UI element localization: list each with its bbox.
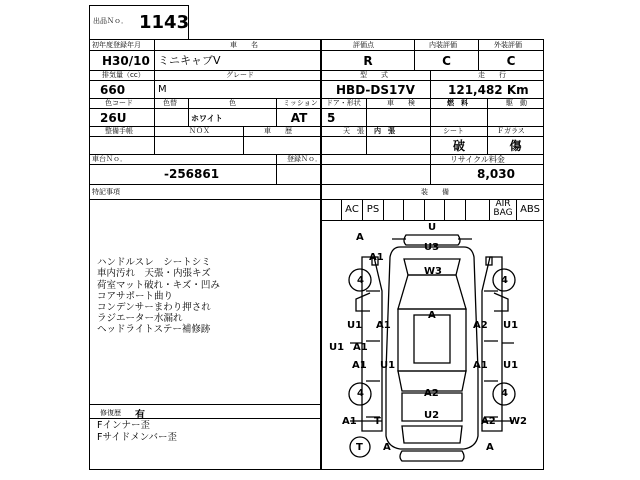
displacement-label: 排気量（cc） [102,71,145,79]
remark-line: 荷室マット破れ・キズ・凹み [97,280,220,291]
damage-code: A2 [424,388,439,399]
grade-label: グレード [226,71,254,79]
remark-line: ラジエーター水漏れ [97,313,183,324]
front-glass-label: Ｆガラス [497,127,525,135]
first-registration-label: 初年度登録年月 [92,41,141,49]
inspection-label: 車 検 [387,99,415,107]
fuel-label: 燃 料 [447,99,468,107]
remark-line: ヘッドライトステー補修跡 [97,324,211,335]
damage-code: 4 [501,388,508,399]
damage-code: A [356,232,364,243]
damage-code: A2 [481,416,496,427]
exterior-score-value: C [506,54,516,68]
recycle-fee-label: リサイクル料金 [450,155,505,164]
damage-code: 4 [357,275,364,286]
remark-line: ハンドルスレ シートシミ [97,257,211,268]
damage-code: W2 [509,416,527,427]
grade-value: M [158,84,167,95]
mission-label: ミッション [283,99,318,107]
damage-code: U1 [503,360,519,371]
rear-bumper [400,451,464,461]
mileage-value: 121,482 Km [448,83,529,97]
registration-number-label: 登録Ｎｏ． [287,155,322,163]
damage-code: U1 [503,320,519,331]
damage-code: A [428,310,436,321]
damage-code: U [428,222,437,233]
headliner-label: 天 張 [343,127,364,135]
model-code-value: HBD-DS17V [336,83,415,97]
mileage-label: 走 行 [478,71,506,79]
damage-code: A2 [473,320,488,331]
damage-code: 4 [501,275,508,286]
damage-code: T [374,416,381,427]
interior-trim-label: 内 張 [374,127,395,135]
color-code-label: 色コード [105,99,133,107]
color-label: 色 [229,99,236,107]
repair-line: Fインナー歪 [97,420,150,431]
damage-code: A1 [342,416,357,427]
equipment-ac: AC [345,204,359,215]
chassis-number-label: 車台Ｎｏ． [92,155,127,163]
vehicle-history-label: 車 歴 [264,127,292,135]
score-label: 評価点 [353,41,374,49]
damage-code: T [356,442,363,453]
seat-label: シート [443,127,464,135]
door-shape-value: 5 [327,111,336,125]
lot-label: 出品Ｎｏ． [93,17,128,25]
lot-number: 1143 [139,12,190,33]
score-value: R [363,54,373,68]
equipment-label: 装 備 [421,188,449,196]
damage-code: A [383,442,391,453]
door-shape-label: ドア・形状 [326,99,361,107]
remarks-label: 特記事項 [92,188,120,196]
equipment-airbag: AIR BAG [493,199,513,218]
damage-code: U1 [347,320,363,331]
damage-code: U1 [380,360,396,371]
damage-code: U1 [329,342,345,353]
maintenance-log-label: 整備手帳 [105,127,133,135]
first-registration-value: H30/10 [102,54,150,68]
interior-score-value: C [442,54,451,68]
interior-score-label: 内装評価 [429,41,457,49]
damage-code: U2 [424,410,440,421]
color-change-label: 色替 [163,99,177,107]
remark-line: 車内汚れ 天張・内張キズ [97,268,211,279]
car-name-label: 車 名 [230,41,258,49]
damage-code: A1 [376,320,391,331]
remark-line: コアサポート曲り [97,291,174,302]
repair-line: Fサイドメンバー歪 [97,432,178,443]
recycle-fee-value: 8,030 [477,167,515,181]
damage-code: 4 [357,388,364,399]
damage-code: A1 [353,342,368,353]
right-side-view [482,257,502,431]
damage-code: A1 [369,252,384,263]
displacement-value: 660 [100,83,126,97]
remark-line: コンデンサーまわり押され [97,302,211,313]
chassis-number-value: -256861 [164,167,220,181]
damage-code: A [486,442,494,453]
car-name-value: ミニキャブV [158,54,221,67]
mission-value: AT [290,111,308,125]
repair-history-label: 修復歴 [100,409,121,417]
color-code-value: 26U [100,111,127,125]
seat-value: 破 [452,139,465,153]
windshield [398,275,466,309]
equipment-ps: PS [366,204,380,215]
model-code-label: 型 式 [360,71,388,79]
drive-label: 駆 動 [506,99,527,107]
damage-code: A1 [473,360,488,371]
exterior-score-label: 外装評価 [494,41,522,49]
color-value: ホワイト [191,114,223,123]
front-glass-value: 傷 [509,139,522,153]
damage-code: A1 [352,360,367,371]
damage-code: W3 [424,266,442,277]
damage-code: U3 [424,242,440,253]
repair-history-value: 有 [135,410,145,421]
equipment-abs: ABS [520,204,540,215]
nox-label: ＮＯＸ [189,127,210,135]
